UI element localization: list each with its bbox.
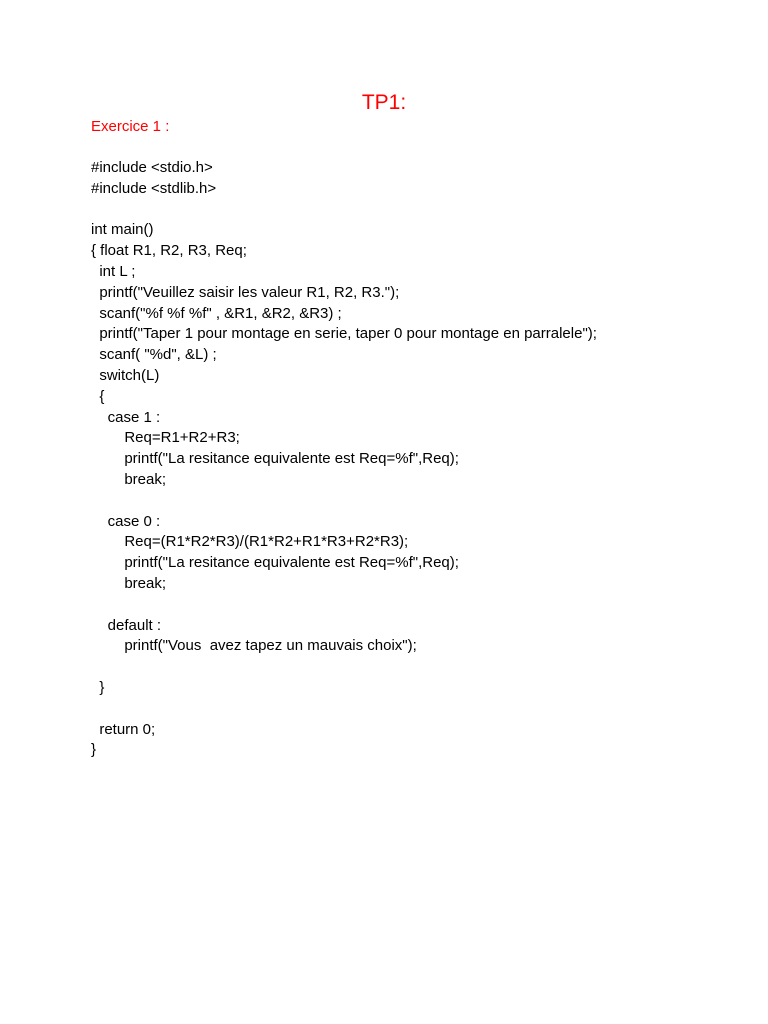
code-line: #include <stdio.h>	[91, 159, 213, 176]
code-line: printf("La resitance equivalente est Req=%f",Req);	[91, 554, 459, 572]
code-line	[91, 657, 731, 678]
code-line: #include <stdlib.h>	[91, 179, 217, 197]
code-line	[91, 491, 731, 512]
code-listing	[91, 158, 731, 761]
code-line: scanf("%f %f %f" , &R1, &R2, &R3) ;	[91, 304, 342, 322]
code-line: Req=(R1*R2*R3)/(R1*R2+R1*R3+R2*R3);	[91, 533, 409, 551]
code-line: case 1 :	[91, 408, 161, 426]
code-line: }	[91, 678, 105, 696]
code-line: scanf( "%d", &L) ;	[91, 346, 217, 364]
code-line: default :	[91, 616, 162, 634]
code-line: Req=R1+R2+R3;	[91, 429, 240, 447]
code-line: printf("Taper 1 pour montage en serie, taper 0 pour montage en parralele");	[91, 325, 597, 343]
document-title	[0, 89, 768, 117]
code-line: break;	[91, 574, 167, 592]
code-line: printf("Veuillez saisir les valeur R1, R2, R3.");	[91, 283, 400, 301]
code-line: { float R1, R2, R3, Req;	[91, 242, 247, 260]
exercise-heading: Exercice 1 :	[91, 118, 170, 135]
code-line	[91, 595, 731, 616]
code-line: return 0;	[91, 720, 156, 738]
code-line: int main()	[91, 221, 154, 239]
code-line: printf("Vous avez tapez un mauvais choix");	[91, 637, 417, 655]
code-line: switch(L)	[91, 366, 160, 384]
code-line: int L ;	[91, 262, 136, 280]
code-line: printf("La resitance equivalente est Req=%f",Req);	[91, 450, 459, 468]
code-line: break;	[91, 470, 167, 488]
code-line	[91, 200, 731, 221]
document-title-text: TP1:	[361, 91, 407, 114]
code-line: {	[91, 387, 105, 405]
code-line: case 0 :	[91, 512, 161, 530]
code-line: }	[91, 741, 97, 759]
code-line	[91, 699, 731, 720]
